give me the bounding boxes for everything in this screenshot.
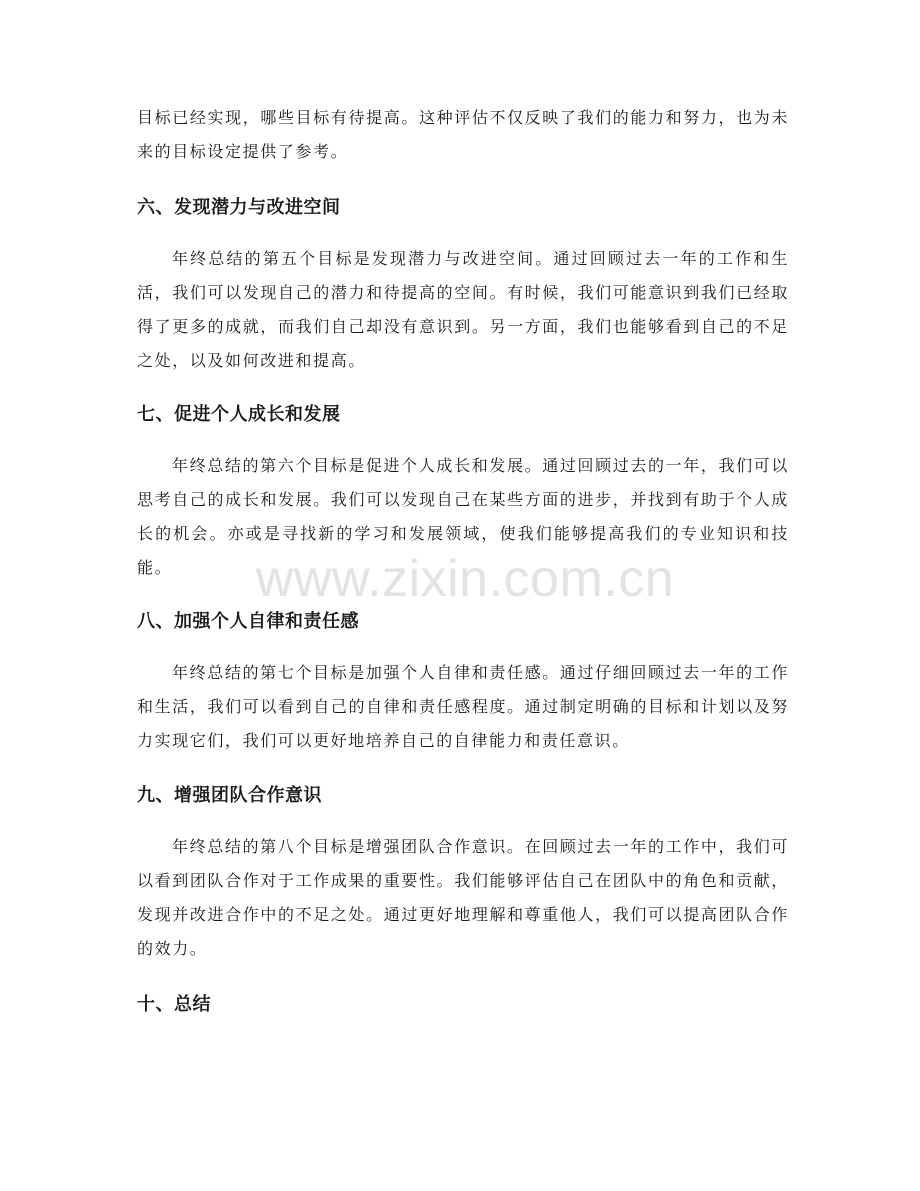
- watermark: www.zixin.com.cn: [255, 550, 675, 608]
- section-heading-10: 十、总结: [137, 994, 211, 1015]
- intro-paragraph: 目标已经实现，哪些目标有待提高。这种评估不仅反映了我们的能力和努力，也为未来的目标设定提供了参考。: [137, 108, 789, 161]
- section-heading-9: 九、增强团队合作意识: [137, 785, 322, 806]
- section-body-6: 年终总结的第五个目标是发现潜力与改进空间。通过回顾过去一年的工作和生活，我们可以发现自己的潜力和待提高的空间。有时候，我们可能意识到我们已经取得了更多的成就，而我们自己却没有意识到。另一方面，我们也能够看到自己的不足之处，以及如何改进和提高。: [137, 249, 789, 370]
- section-heading-8: 八、加强个人自律和责任感: [137, 611, 359, 632]
- section-body-9: 年终总结的第八个目标是增强团队合作意识。在回顾过去一年的工作中，我们可以看到团队合作对于工作成果的重要性。我们能够评估自己在团队中的角色和贡献，发现并改进合作中的不足之处。通过更好地理解和尊重他人，我们可以提高团队合作的效力。: [137, 837, 789, 958]
- section-heading-6: 六、发现潜力与改进空间: [137, 197, 341, 218]
- section-body-8: 年终总结的第七个目标是加强个人自律和责任感。通过仔细回顾过去一年的工作和生活，我们可以看到自己的自律和责任感程度。通过制定明确的目标和计划以及努力实现它们，我们可以更好地培养自己的自律能力和责任意识。: [137, 663, 789, 750]
- section-heading-7: 七、促进个人成长和发展: [137, 404, 341, 425]
- section-body-7: 年终总结的第六个目标是促进个人成长和发展。通过回顾过去的一年，我们可以思考自己的成长和发展。我们可以发现自己在某些方面的进步，并找到有助于个人成长的机会。亦或是寻找新的学习和发展领域，使我们能够提高我们的专业知识和技能。: [137, 456, 789, 577]
